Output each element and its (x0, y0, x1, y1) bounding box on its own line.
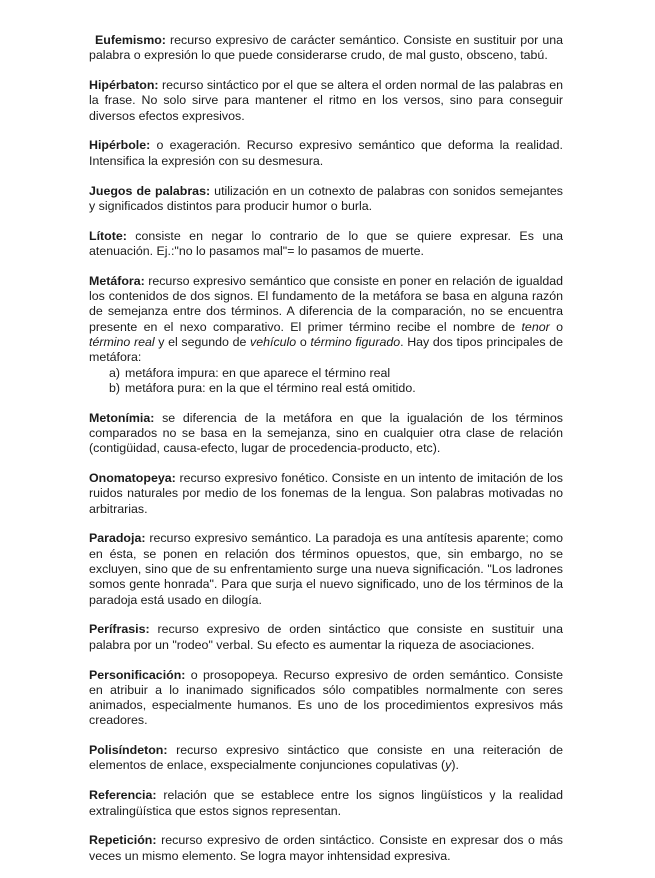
entry-hiperbaton (89, 78, 563, 124)
term-label: Personificación: (89, 667, 186, 682)
glossary-page (89, 33, 563, 878)
term-label: Paradoja: (89, 531, 146, 546)
term-label: Eufemismo: (95, 33, 166, 47)
definition-text: o (296, 334, 311, 349)
definition-text: . Hay dos tipos principales de metáfora: (89, 334, 563, 365)
metafora-types-list (89, 366, 563, 397)
definition-text: recurso expresivo de carácter semántico. Consiste en sustituir por una palabra o expresión lo que puede considerarse crudo, de mal gusto, obsceno, tabú. (89, 33, 563, 63)
term-label: Hipérbole: (89, 138, 151, 153)
term-label: Juegos de palabras: (89, 183, 211, 198)
entry-metonimia (89, 411, 563, 457)
entry-referencia (89, 788, 563, 819)
definition-text: consiste en negar lo contrario de lo que se quiere expresar. Es una atenuación. Ej.:"no lo pasamos mal"= lo pasamos de muerte. (89, 228, 563, 258)
term-label: Lítote: (89, 228, 127, 243)
definition-text: o prosopopeya. Recurso expresivo de orden semántico. Consiste en atribuir a lo inanimado significados sólo compatibles normalmente con seres animados, especialmente humanos. Es uno de los procedimientos expresivos más creadores. (89, 667, 563, 728)
entry-hiperbole (89, 138, 563, 169)
term-label: Hipérbaton: (89, 78, 159, 93)
italic-term: término figurado (310, 334, 401, 349)
term-label: Metáfora: (89, 273, 145, 288)
list-item (109, 381, 563, 396)
entry-litote (89, 229, 563, 260)
term-label: Onomatopeya: (89, 471, 176, 486)
list-marker: b) (109, 380, 121, 395)
italic-term: y (445, 758, 452, 773)
definition-text: utilización en un cotnexto de palabras con sonidos semejantes y significados distintos para producir humor o burla. (89, 183, 563, 213)
definition-text: recurso expresivo de orden sintáctico. Consiste en expresar dos o más veces un mismo elemento. Se logra mayor inhtensidad expresiva. (89, 833, 563, 863)
entry-onomatopeya (89, 471, 563, 517)
definition-text: recurso expresivo semántico. La paradoja es una antítesis aparente; como en ésta, se ponen en relación dos términos opuestos, que, sin embargo, no se excluyen, sino que de su enfrentamiento surge una nueva significación. "Los ladrones somos gente honrada". Para que surja el nuevo significado, uno de los términos de la paradoja está usado en dilogía. (89, 531, 563, 607)
entry-paradoja (89, 531, 563, 607)
term-label: Repetición: (89, 833, 157, 848)
entry-repeticion (89, 833, 563, 864)
italic-term: tenor (521, 319, 550, 334)
italic-term: término real (89, 334, 155, 349)
list-item (109, 366, 563, 381)
entry-personificacion (89, 668, 563, 729)
definition-text: recurso expresivo sintáctico que consiste en una reiteración de elementos de enlace, exspecialmente conjunciones copulativas ( (89, 743, 563, 773)
definition-text: se diferencia de la metáfora en que la igualación de los términos comparados no se basa en la semejanza, sino en cualquier otra clase de relación (contigüidad, causa-efecto, lugar de procedencia-producto, etc). (89, 410, 563, 456)
definition-text: recurso expresivo semántico que consiste en poner en relación de igualdad los contenidos de dos signos. El fundamento de la metáfora se basa en alguna razón de semejanza entre dos términos. A diferencia de la comparación, no se encuentra presente en el nexo comparativo. El primer término recibe el nombre de (89, 273, 563, 334)
list-item-text: metáfora impura: en que aparece el término real (125, 365, 391, 380)
entry-juegos-de-palabras (89, 184, 563, 215)
definition-text: recurso sintáctico por el que se altera el orden normal de las palabras en la frase. No solo sirve para mantener el ritmo en los versos, sino para conseguir diversos efectos expresivos. (89, 78, 563, 123)
term-label: Referencia: (89, 788, 157, 803)
definition-text: ). (451, 758, 459, 773)
definition-text: recurso expresivo de orden sintáctico que consiste en sustituir una palabra por un "rodeo" verbal. Su efecto es aumentar la riqueza de asociaciones. (89, 622, 563, 652)
entry-perifrasis (89, 622, 563, 653)
definition-text: recurso expresivo fonético. Consiste en un intento de imitación de los ruidos naturales por medio de los fonemas de la lengua. Son palabras motivadas no arbitrarias. (89, 471, 563, 516)
definition-text: y el segundo de (154, 334, 251, 349)
term-label: Perífrasis: (89, 622, 150, 637)
definition-text: o (549, 319, 563, 334)
term-label: Metonímia: (89, 410, 155, 425)
entry-eufemismo (89, 33, 563, 64)
list-item-text: metáfora pura: en la que el término real está omitido. (125, 380, 416, 395)
entry-metafora (89, 274, 563, 396)
list-marker: a) (109, 365, 121, 380)
entry-polisindeton (89, 743, 563, 774)
italic-term: vehículo (250, 334, 297, 349)
definition-text: o exageración. Recurso expresivo semántico que deforma la realidad. Intensifica la expresión con su desmesura. (89, 138, 563, 168)
term-label: Polisíndeton: (89, 743, 168, 758)
definition-text: relación que se establece entre los signos lingüísticos y la realidad extralingüística que estos signos representan. (89, 788, 563, 818)
